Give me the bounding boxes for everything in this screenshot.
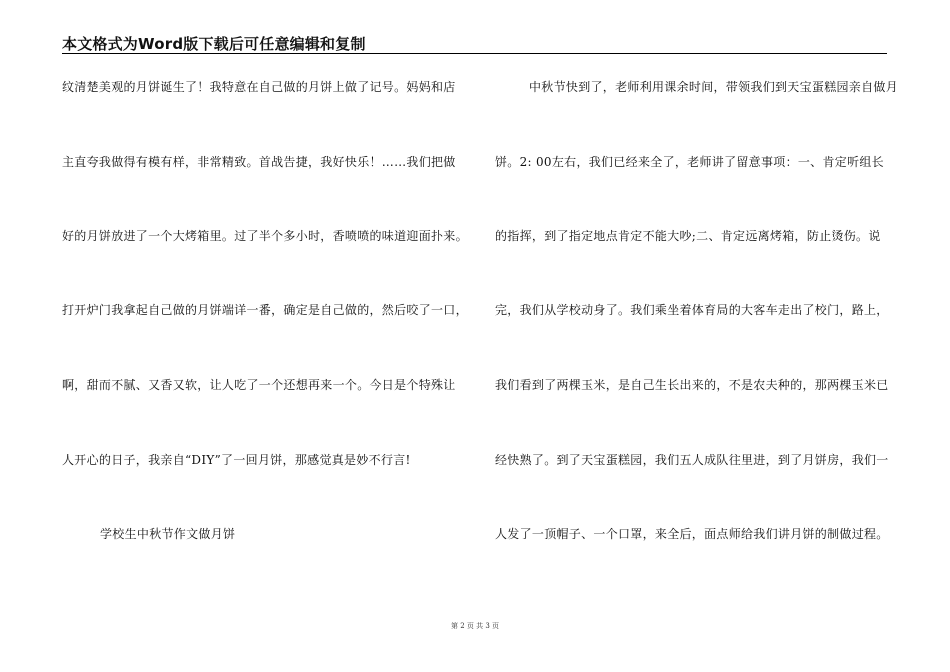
text-line: 打开炉门我拿起自己做的月饼端详一番，确定是自己做的，然后咬了一口， (62, 303, 468, 317)
text-line: 人开心的日子，我亲自“DIY”了一回月饼，那感觉真是妙不行言! (62, 453, 411, 467)
text-line: 主直夸我做得有模有样，非常精致。首战告捷，我好快乐！……我们把做 (62, 155, 456, 169)
header-rule (62, 53, 887, 54)
text-line: 完，我们从学校动身了。我们乘坐着体育局的大客车走出了校门，路上， (495, 303, 889, 317)
text-line: 中秋节快到了，老师利用课余时间，带领我们到天宝蛋糕园亲自做月 (529, 80, 899, 94)
section-title: 学校生中秋节作文做月饼 (100, 527, 236, 541)
text-line: 纹清楚美观的月饼诞生了！我特意在自己做的月饼上做了记号。妈妈和店 (62, 80, 456, 94)
text-line: 经快熟了。到了天宝蛋糕园，我们五人成队往里进，到了月饼房，我们一 (495, 453, 889, 467)
document-header-title: 本文格式为Word版下载后可任意编辑和复制 (62, 35, 366, 53)
text-line: 人发了一顶帽子、一个口罩，来全后，面点师给我们讲月饼的制做过程。 (495, 527, 889, 541)
text-line: 的指挥，到了指定地点肯定不能大吵;二、肯定远离烤箱，防止烫伤。说 (495, 229, 881, 243)
text-line: 好的月饼放进了一个大烤箱里。过了半个多小时，香喷喷的味道迎面扑来。 (62, 229, 468, 243)
text-line: 饼。2: 00左右，我们已经来全了，老师讲了留意事项：一、肯定听组长 (495, 155, 884, 169)
page-number-footer: 第 2 页 共 3 页 (450, 622, 500, 630)
text-line: 啊，甜而不腻、又香又软，让人吃了一个还想再来一个。今日是个特殊让 (62, 378, 456, 392)
text-line: 我们看到了两棵玉米，是自己生长出来的，不是农夫种的，那两棵玉米已 (495, 378, 889, 392)
